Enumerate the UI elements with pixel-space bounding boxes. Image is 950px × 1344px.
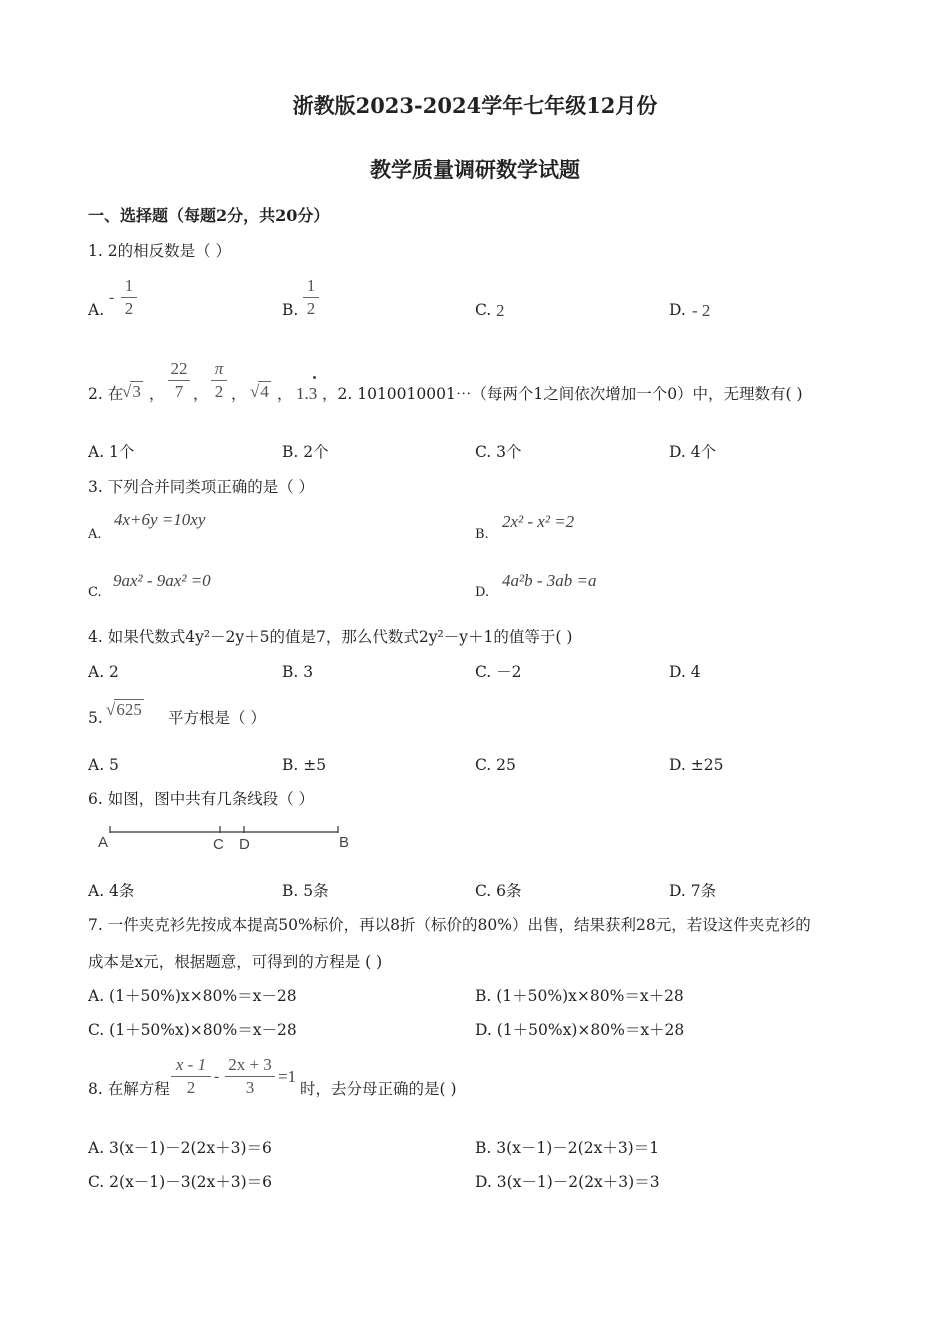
q8-f1-numerator: x - 1: [175, 1055, 207, 1074]
q8-opt-b: B. 3(x－1)－2(2x＋3)＝1: [475, 1139, 660, 1157]
q6-point-c: C: [213, 836, 224, 853]
q7-opt-d: D. (1＋50%x)×80%＝x＋28: [475, 1021, 685, 1039]
q2-sqrt4-radicand: 4: [260, 382, 269, 401]
q4-opt-d: D. 4: [669, 663, 701, 681]
q1-opt-d-label: D.: [669, 301, 686, 319]
q8-tail: 时，去分母正确的是( ): [300, 1080, 457, 1098]
q6-point-a: A: [98, 834, 109, 851]
q3-opt-d-label: D.: [475, 585, 490, 600]
q6-opt-a: A. 4条: [88, 882, 135, 900]
q8-f2-denominator: 3: [245, 1078, 255, 1097]
section-heading: 一、选择题（每题2分，共20分）: [88, 206, 330, 225]
q2-comma-1: ，: [149, 385, 165, 403]
q2-comma-2: ，: [193, 385, 209, 403]
q2-tail: ，2. 1010010001⋯（每两个1之间依次增加一个0）中，无理数有( ): [322, 385, 803, 403]
q7-stem-line2: 成本是x元，根据题意，可得到的方程是 ( ): [88, 953, 383, 971]
q4-opt-c: C. －2: [475, 663, 522, 681]
q1-b-numerator: 1: [306, 276, 316, 295]
q3-opt-b-label: B.: [475, 527, 489, 542]
q2-comma-3: ，: [231, 385, 247, 403]
q1-opt-b-label: B.: [282, 301, 299, 319]
q5-prefix: 5.: [88, 709, 103, 727]
q4-opt-a: A. 2: [88, 663, 119, 681]
q6-opt-d: D. 7条: [669, 882, 717, 900]
q8-minus: -: [214, 1068, 220, 1085]
q2-sqrt3-radicand: 3: [132, 382, 141, 401]
q1-stem: 1. 2的相反数是（ ）: [88, 242, 232, 260]
q3-opt-a-expr: 4x+6y =10xy: [114, 510, 206, 529]
q3-opt-b-expr: 2x² - x² =2: [502, 512, 575, 531]
q4-stem: 4. 如果代数式4y²－2y＋5的值是7，那么代数式2y²－y＋1的值等于( ): [88, 628, 573, 646]
q2-sqrt4: √4: [250, 382, 269, 401]
q6-stem: 6. 如图，图中共有几条线段（ ）: [88, 790, 315, 808]
q2-repeat-dot: [313, 376, 316, 379]
q5-radicand: 625: [116, 700, 142, 719]
q2-prefix: 2. 在: [88, 385, 124, 403]
q2-f1-numerator: 22: [170, 359, 188, 378]
q3-opt-c-expr: 9ax² - 9ax² =0: [113, 571, 211, 590]
q2-fraction-22-7: [168, 359, 190, 402]
q7-stem-line1: 7. 一件夹克衫先按成本提高50%标价，再以8折（标价的80%）出售，结果获利28元，若设这件夹克衫的: [88, 916, 811, 934]
q2-f2-numerator: π: [214, 359, 224, 378]
q2-repeating-decimal: 1.3: [296, 384, 318, 403]
q6-opt-b: B. 5条: [282, 882, 329, 900]
q6-segment-figure: [100, 822, 350, 842]
q8-f2-numerator: 2x + 3: [228, 1055, 272, 1074]
q1-opt-a-label: A.: [88, 301, 105, 319]
q1-a-sign: -: [109, 289, 115, 306]
q1-a-denominator: 2: [124, 299, 134, 318]
q5-sqrt625: √625: [106, 700, 142, 719]
q3-opt-d-expr: 4a²b - 3ab =a: [502, 571, 597, 590]
q1-b-fraction: [303, 276, 319, 319]
q2-opt-b: B. 2个: [282, 443, 329, 461]
q8-opt-c: C. 2(x－1)－3(2x＋3)＝6: [88, 1173, 273, 1191]
q2-opt-d: D. 4个: [669, 443, 717, 461]
q1-a-numerator: 1: [124, 276, 134, 295]
q7-opt-a: A. (1＋50%)x×80%＝x－28: [88, 987, 297, 1005]
q8-opt-a: A. 3(x－1)－2(2x＋3)＝6: [88, 1139, 272, 1157]
q8-f1-denominator: 2: [186, 1078, 196, 1097]
q5-opt-c: C. 25: [475, 756, 516, 774]
page-title: 浙教版2023-2024学年七年级12月份: [292, 93, 658, 118]
q5-opt-b: B. ±5: [282, 756, 327, 774]
q6-point-d: D: [239, 836, 250, 853]
q5-opt-d: D. ±25: [669, 756, 724, 774]
q2-comma-4: ，: [277, 385, 293, 403]
q2-f1-denominator: 7: [174, 382, 184, 401]
q8-equals-one: =1: [278, 1067, 297, 1086]
q2-opt-a: A. 1个: [88, 443, 135, 461]
q6-opt-c: C. 6条: [475, 882, 522, 900]
q1-c-value: 2: [496, 301, 505, 320]
q2-sqrt3: √3: [122, 382, 141, 401]
q8-fraction-1: [171, 1055, 211, 1098]
q1-d-value: - 2: [692, 301, 711, 320]
page-subtitle: 教学质量调研数学试题: [370, 157, 580, 182]
q8-opt-d: D. 3(x－1)－2(2x＋3)＝3: [475, 1173, 660, 1191]
q8-fraction-2: [225, 1055, 275, 1098]
q8-prefix: 8. 在解方程: [88, 1080, 170, 1098]
q6-point-b: B: [339, 834, 350, 851]
q5-tail: 平方根是（ ）: [168, 709, 266, 727]
q1-a-fraction: [121, 276, 137, 319]
q3-stem: 3. 下列合并同类项正确的是（ ）: [88, 478, 315, 496]
q2-f2-denominator: 2: [214, 382, 224, 401]
q1-opt-c-label: C.: [475, 301, 492, 319]
q3-opt-c-label: C.: [88, 585, 102, 600]
q4-opt-b: B. 3: [282, 663, 314, 681]
q2-fraction-pi-2: [211, 359, 227, 402]
q3-opt-a-label: A.: [88, 527, 102, 542]
q1-b-denominator: 2: [306, 299, 316, 318]
q5-opt-a: A. 5: [88, 756, 119, 774]
q7-opt-b: B. (1＋50%)x×80%＝x＋28: [475, 987, 684, 1005]
q7-opt-c: C. (1＋50%x)×80%＝x－28: [88, 1021, 297, 1039]
q2-opt-c: C. 3个: [475, 443, 522, 461]
